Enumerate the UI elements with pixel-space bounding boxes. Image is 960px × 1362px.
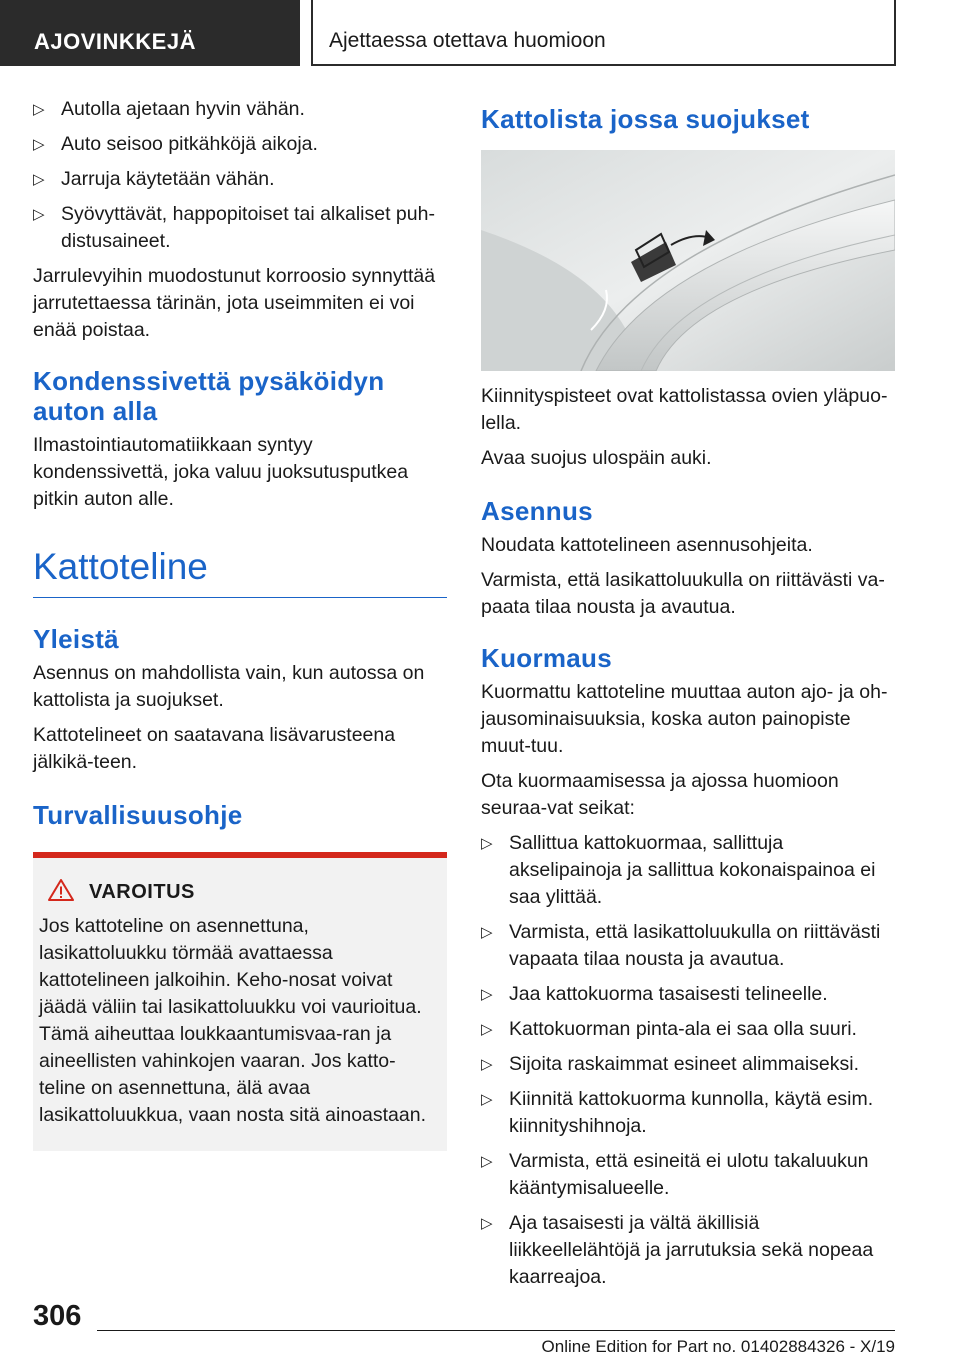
warning-box (33, 852, 447, 1151)
triangle-bullet-icon: ▷ (481, 924, 493, 941)
triangle-bullet-icon: ▷ (481, 986, 493, 1003)
triangle-bullet-icon: ▷ (481, 1153, 493, 1170)
list-item: ▷ Jarruja käytetään vähän. (33, 166, 447, 193)
loading-paragraph-2: Ota kuormaamisessa ja ajossa huomioon seuraa-vat seikat: (481, 770, 839, 819)
edition-note: Online Edition for Part no. 01402884326 - X/19 (541, 1337, 895, 1356)
list-item: ▷ Kattokuorman pinta-ala ei saa olla suuri. (481, 1016, 895, 1043)
list-item: ▷ Aja tasaisesti ja vältä äkillisiä liikkeellelähtöjä ja jarrutuksia sekä nopeaa kaarreajoa. (481, 1212, 874, 1288)
loading-list (481, 830, 895, 1291)
list-item: ▷ Autolla ajetaan hyvin vähän. (33, 96, 447, 123)
list-item: ▷ Jaa kattokuorma tasaisesti telineelle. (481, 981, 895, 1008)
triangle-bullet-icon: ▷ (33, 171, 45, 188)
warning-header (39, 878, 439, 907)
warning-triangle-icon (47, 878, 75, 907)
rail-paragraph-2: Avaa suojus ulospäin auki. (481, 447, 712, 469)
condition-list (33, 96, 447, 255)
page-number: 306 (33, 1300, 82, 1332)
corrosion-paragraph: Jarrulevyihin muodostunut korroosio synnyttää jarrutettaessa tärinän, jota useimmiten ei voi enää poistaa. (33, 265, 436, 341)
left-column (33, 96, 447, 1151)
list-item: ▷ Varmista, että lasikattoluukulla on riittävästi vapaata tilaa nousta ja avautua. (481, 921, 881, 970)
general-paragraph-2: Kattotelineet on saatavana lisävarusteena jälkikä-teen. (33, 724, 396, 773)
right-column (481, 96, 895, 1299)
warning-title: VAROITUS (89, 881, 195, 903)
roof-rail-photo (481, 150, 895, 371)
triangle-bullet-icon: ▷ (481, 835, 493, 852)
rail-paragraph-1: Kiinnityspisteet ovat kattolistassa ovien yläpuo-lella. (481, 385, 888, 434)
list-item: ▷ Sijoita raskaimmat esineet alimmaiseksi. (481, 1051, 895, 1078)
installation-paragraph-1: Noudata kattotelineen asennusohjeita. (481, 534, 813, 556)
triangle-bullet-icon: ▷ (481, 1021, 493, 1038)
triangle-bullet-icon: ▷ (481, 1091, 493, 1108)
footer-divider (97, 1330, 895, 1331)
list-item: ▷ Varmista, että esineitä ei ulotu takaluukun kääntymisalueelle. (481, 1150, 869, 1199)
loading-heading: Kuormaus (481, 643, 612, 673)
section-label: AJOVINKKEJÄ (0, 0, 300, 66)
safety-heading: Turvallisuusohje (33, 800, 243, 830)
roof-rack-heading: Kattoteline (33, 545, 447, 598)
roof-rail-heading: Kattolista jossa suojukset (481, 104, 810, 134)
installation-heading: Asennus (481, 496, 593, 526)
loading-paragraph-1: Kuormattu kattoteline muuttaa auton ajo- ja oh-jausominaisuuksia, koska auton painopiste muut-tuu. (481, 681, 888, 757)
condensation-heading: Kondenssivettä pysäköidyn auton alla (33, 366, 385, 426)
warning-text: Jos kattoteline on asennettuna, lasikattoluukku törmää avattaessa kattotelineen jalkoihin. Keho-nosat voivat jäädä väliin tai lasikattoluukku voi vaurioitua. Tämä aiheuttaa loukkaantumisvaa-ran ja aineellisten vahinkojen vaaran. Jos katto-teline on asennettuna, älä avaa lasikattoluukkua, vaan nosta sitä ainoastaan. (39, 915, 427, 1126)
list-item: ▷ Syövyttävät, happopitoiset tai alkaliset puh-distusaineet. (33, 203, 435, 252)
list-item: ▷ Kiinnitä kattokuorma kunnolla, käytä esim. kiinnityshihnoja. (481, 1088, 874, 1137)
general-heading: Yleistä (33, 624, 119, 654)
triangle-bullet-icon: ▷ (481, 1215, 493, 1232)
triangle-bullet-icon: ▷ (481, 1056, 493, 1073)
triangle-bullet-icon: ▷ (33, 206, 45, 223)
triangle-bullet-icon: ▷ (33, 101, 45, 118)
installation-paragraph-2: Varmista, että lasikattoluukulla on riittävästi va-paata tilaa nousta ja avautua. (481, 569, 885, 618)
list-item: ▷ Auto seisoo pitkähköjä aikoja. (33, 131, 447, 158)
chapter-title: Ajettaessa otettava huomioon (311, 0, 896, 66)
condensation-paragraph: Ilmastointiautomatiikkaan syntyy kondenssivettä, joka valuu juoksutusputkea pitkin auton alle. (33, 434, 409, 510)
general-paragraph-1: Asennus on mahdollista vain, kun autossa on kattolista ja suojukset. (33, 662, 425, 711)
list-item: ▷ Sallittua kattokuormaa, sallittuja akselipainoja ja sallittua kokonaispainoa ei saa ylittää. (481, 832, 876, 908)
triangle-bullet-icon: ▷ (33, 136, 45, 153)
page-header (0, 0, 960, 66)
